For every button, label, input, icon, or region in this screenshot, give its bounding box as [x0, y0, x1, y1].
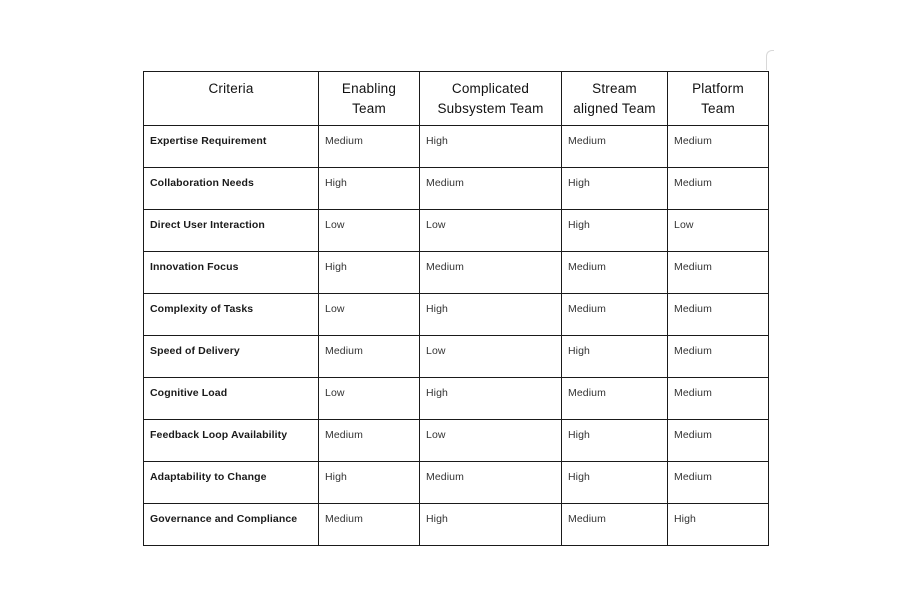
enabling-team-cell: Low	[319, 378, 420, 420]
complicated-subsystem-cell: Low	[420, 210, 562, 252]
stream-aligned-cell: High	[562, 168, 668, 210]
enabling-team-cell: Medium	[319, 504, 420, 546]
criteria-cell: Cognitive Load	[144, 378, 319, 420]
platform-team-cell: Medium	[668, 462, 769, 504]
table-row	[144, 210, 769, 252]
stream-aligned-cell: Medium	[562, 294, 668, 336]
table-row	[144, 462, 769, 504]
table-body	[144, 126, 769, 546]
team-comparison-table	[143, 71, 769, 546]
enabling-team-cell: Medium	[319, 336, 420, 378]
header-stream-aligned-team: Stream aligned Team	[562, 72, 668, 126]
stream-aligned-cell: Medium	[562, 504, 668, 546]
complicated-subsystem-cell: Medium	[420, 462, 562, 504]
enabling-team-cell: Medium	[319, 420, 420, 462]
header-platform-team: Platform Team	[668, 72, 769, 126]
criteria-cell: Speed of Delivery	[144, 336, 319, 378]
criteria-cell: Governance and Compliance	[144, 504, 319, 546]
complicated-subsystem-cell: High	[420, 126, 562, 168]
platform-team-cell: Medium	[668, 252, 769, 294]
stream-aligned-cell: High	[562, 420, 668, 462]
stream-aligned-cell: Medium	[562, 126, 668, 168]
table-row	[144, 378, 769, 420]
criteria-cell: Feedback Loop Availability	[144, 420, 319, 462]
platform-team-cell: Low	[668, 210, 769, 252]
complicated-subsystem-cell: Medium	[420, 252, 562, 294]
table-row	[144, 294, 769, 336]
table-row	[144, 252, 769, 294]
table-row	[144, 336, 769, 378]
stream-aligned-cell: High	[562, 336, 668, 378]
table-row	[144, 126, 769, 168]
criteria-cell: Complexity of Tasks	[144, 294, 319, 336]
enabling-team-cell: Medium	[319, 126, 420, 168]
enabling-team-cell: High	[319, 252, 420, 294]
complicated-subsystem-cell: High	[420, 378, 562, 420]
stream-aligned-cell: Medium	[562, 252, 668, 294]
stream-aligned-cell: High	[562, 210, 668, 252]
platform-team-cell: Medium	[668, 168, 769, 210]
enabling-team-cell: High	[319, 168, 420, 210]
table-header-row	[144, 72, 769, 126]
header-enabling-team: Enabling Team	[319, 72, 420, 126]
table-row	[144, 168, 769, 210]
complicated-subsystem-cell: High	[420, 504, 562, 546]
stream-aligned-cell: Medium	[562, 378, 668, 420]
table-row	[144, 420, 769, 462]
platform-team-cell: High	[668, 504, 769, 546]
platform-team-cell: Medium	[668, 336, 769, 378]
platform-team-cell: Medium	[668, 294, 769, 336]
header-complicated-subsystem-team: Complicated Subsystem Team	[420, 72, 562, 126]
enabling-team-cell: Low	[319, 210, 420, 252]
criteria-cell: Innovation Focus	[144, 252, 319, 294]
stream-aligned-cell: High	[562, 462, 668, 504]
header-criteria: Criteria	[144, 72, 319, 126]
page-corner-mark	[766, 50, 774, 70]
platform-team-cell: Medium	[668, 378, 769, 420]
platform-team-cell: Medium	[668, 420, 769, 462]
criteria-cell: Collaboration Needs	[144, 168, 319, 210]
complicated-subsystem-cell: Low	[420, 420, 562, 462]
complicated-subsystem-cell: High	[420, 294, 562, 336]
enabling-team-cell: Low	[319, 294, 420, 336]
enabling-team-cell: High	[319, 462, 420, 504]
table-row	[144, 504, 769, 546]
criteria-cell: Direct User Interaction	[144, 210, 319, 252]
criteria-cell: Expertise Requirement	[144, 126, 319, 168]
complicated-subsystem-cell: Low	[420, 336, 562, 378]
complicated-subsystem-cell: Medium	[420, 168, 562, 210]
criteria-cell: Adaptability to Change	[144, 462, 319, 504]
platform-team-cell: Medium	[668, 126, 769, 168]
